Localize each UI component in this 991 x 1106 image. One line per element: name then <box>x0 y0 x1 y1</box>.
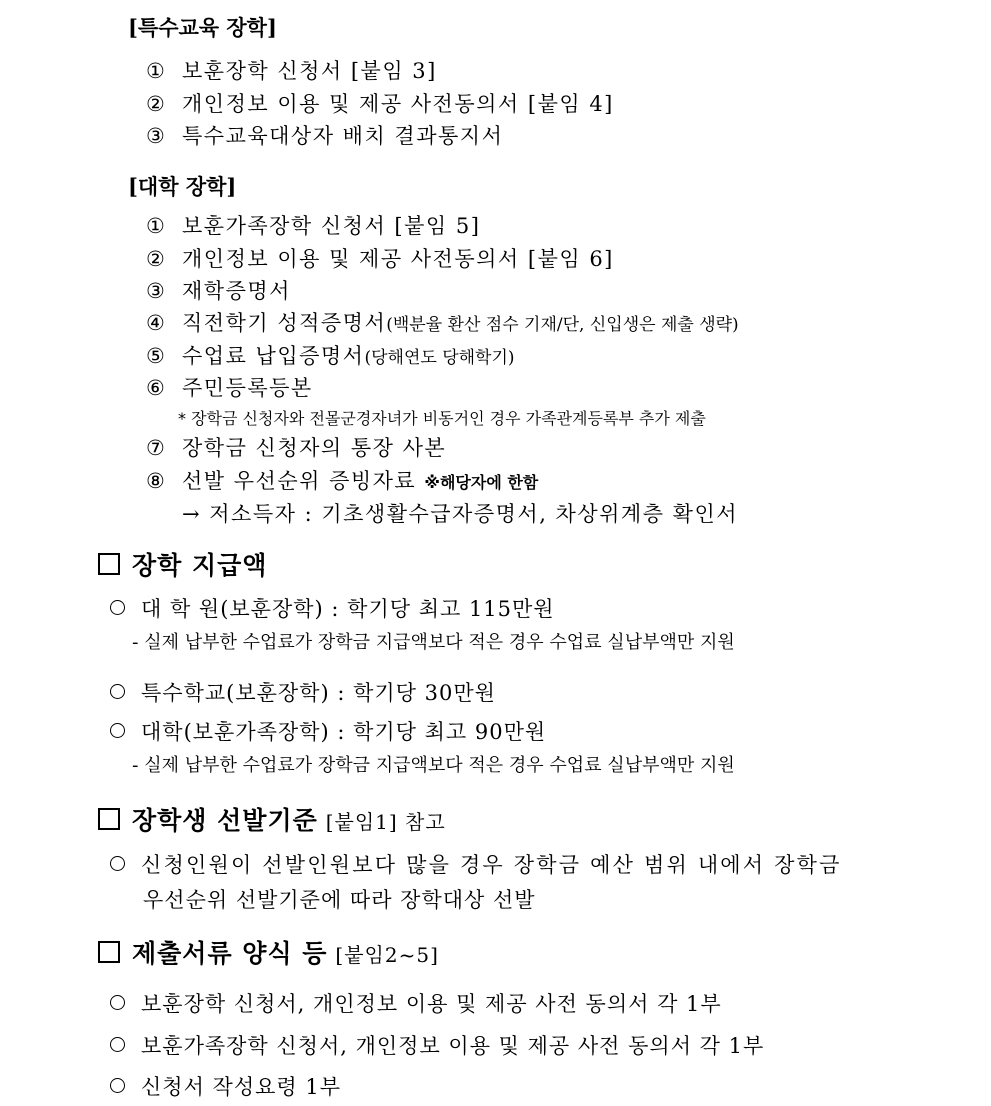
special-edu-title: [특수교육 장학] <box>128 15 277 40</box>
amount-bullet-3-note: - 실제 납부한 수업료가 장학금 지급액보다 적은 경우 수업료 실납부액만 지원 <box>132 755 735 776</box>
university-title: [대학 장학] <box>128 174 237 199</box>
amount-bullet-3: 대학(보훈가족장학) : 학기당 최고 90만원 <box>110 716 546 746</box>
forms-bullet-3: 신청서 작성요령 1부 <box>110 1071 341 1101</box>
forms-heading: 제출서류 양식 등 [붙임2~5] <box>98 934 439 970</box>
amount-bullet-2: 특수학교(보훈장학) : 학기당 30만원 <box>110 677 496 707</box>
university-item-3: ③ 재학증명서 <box>146 279 291 303</box>
circle-bullet-icon <box>110 856 125 871</box>
university-item-5: ⑤ 수업료 납입증명서(당해연도 당해학기) <box>146 344 515 368</box>
university-item-7: ⑦ 장학금 신청자의 통장 사본 <box>146 436 447 460</box>
checkbox-square-icon <box>98 808 120 830</box>
university-item-6-note: * 장학금 신청자와 전몰군경자녀가 비동거인 경우 가족관계등록부 추가 제출 <box>178 409 706 428</box>
university-item-4: ④ 직전학기 성적증명서(백분율 환산 점수 기재/단, 신입생은 제출 생략) <box>146 311 739 335</box>
circle-bullet-icon <box>110 723 125 738</box>
university-item-8-arrow: → 저소득자 : 기초생활수급자증명서, 차상위계층 확인서 <box>182 502 739 526</box>
university-item-8: ⑧ 선발 우선순위 증빙자료 ※해당자에 한함 <box>146 469 539 493</box>
amount-bullet-1: 대 학 원(보훈장학) : 학기당 최고 115만원 <box>110 593 555 623</box>
amount-bullet-1-note: - 실제 납부한 수업료가 장학금 지급액보다 적은 경우 수업료 실납부액만 지원 <box>132 632 735 653</box>
forms-bullet-2: 보훈가족장학 신청서, 개인정보 이용 및 제공 사전 동의서 각 1부 <box>110 1030 764 1060</box>
university-item-6: ⑥ 주민등록등본 <box>146 376 313 400</box>
special-edu-item-1: ① 보훈장학 신청서 [붙임 3] <box>146 59 437 83</box>
circle-bullet-icon <box>110 1078 125 1093</box>
university-item-1: ① 보훈가족장학 신청서 [붙임 5] <box>146 214 481 238</box>
circle-bullet-icon <box>110 684 125 699</box>
amount-heading: 장학 지급액 <box>98 546 267 582</box>
circle-bullet-icon <box>110 995 125 1010</box>
circle-bullet-icon <box>110 600 125 615</box>
circle-bullet-icon <box>110 1037 125 1052</box>
special-edu-item-2: ② 개인정보 이용 및 제공 사전동의서 [붙임 4] <box>146 92 614 116</box>
special-edu-item-3: ③ 특수교육대상자 배치 결과통지서 <box>146 124 504 148</box>
forms-bullet-1: 보훈장학 신청서, 개인정보 이용 및 제공 사전 동의서 각 1부 <box>110 988 722 1018</box>
checkbox-square-icon <box>98 553 120 575</box>
university-item-2: ② 개인정보 이용 및 제공 사전동의서 [붙임 6] <box>146 247 614 271</box>
selection-bullet-line2: 우선순위 선발기준에 따라 장학대상 선발 <box>143 888 536 912</box>
selection-heading: 장학생 선발기준 [붙임1] 참고 <box>98 801 446 837</box>
checkbox-square-icon <box>98 941 120 963</box>
selection-bullet: 신청인원이 선발인원보다 많을 경우 장학금 예산 범위 내에서 장학금 <box>110 849 842 879</box>
